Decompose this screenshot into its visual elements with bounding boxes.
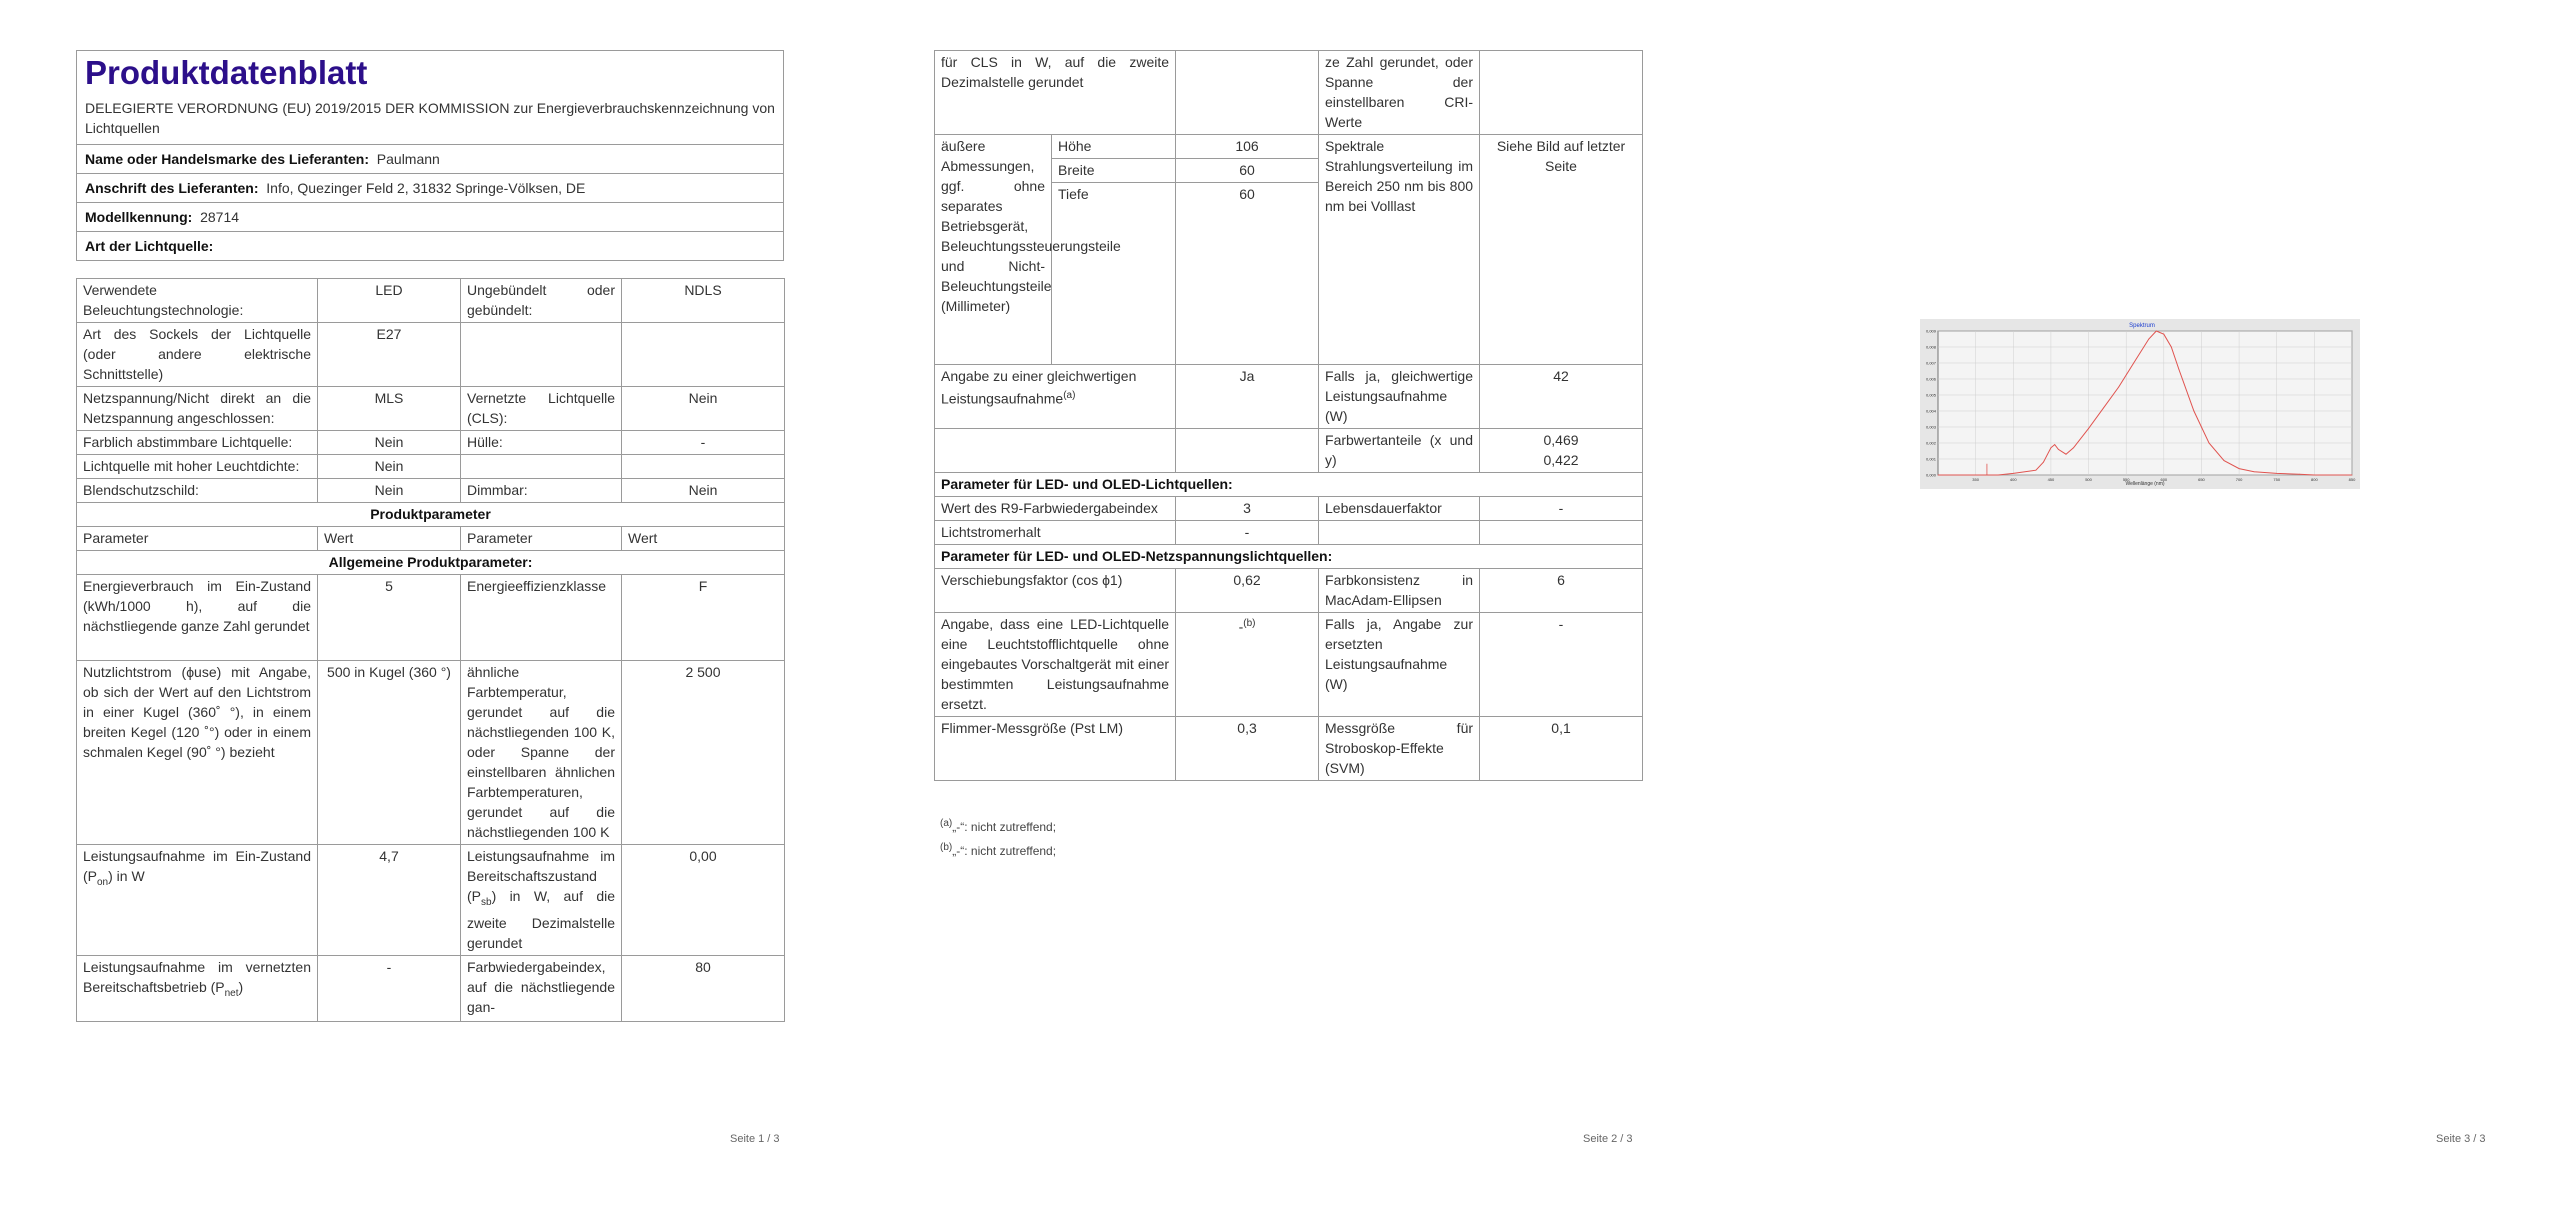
y-tick-label: 0,000: [1925, 472, 1936, 478]
data-point: [2178, 369, 2179, 370]
table-row: Tiefe 60: [935, 183, 1643, 365]
data-point: [2035, 470, 2036, 471]
data-point: [2133, 363, 2134, 364]
table-row: Leistungsaufnahme im Ein-Zustand $(P_{on})$ in W 4,7 Leistungsaufnahme im Bereitschaftszustand $(P_{sb})$ in W, auf die zweite Dezimalstelle gerundet 0,00: [77, 845, 785, 956]
section-heading: Produktparameter: [77, 503, 785, 527]
data-point: [2066, 454, 2067, 455]
table-row: Lichtquelle mit hoher Leuchtdichte: Nein: [77, 455, 785, 479]
section-heading: Allgemeine Produktparameter:: [77, 551, 785, 575]
dimensions-row: äußere Abmessungen, ggf. ohne separates Betriebsgerät, Beleuchtungssteuerungsteile und Nicht-Beleuchtungsteile (Millimeter) Höhe 106 Spektrale Strahlungsverteilung im Bereich 250 nm bis 800 nm bei Volllast Siehe Bild auf letzter Seite: [935, 135, 1643, 159]
table-row: Nutzlichtstrom (ϕuse) mit Angabe, ob sich der Wert auf den Lichtstrom in einer Kugel (360˚ °), in einem breiten Kegel (120 ˚°) oder in einem schmalen Kegel (90˚ °) bezieht 500 in Kugel (360 °) ähnliche Farbtemperatur, gerundet auf die nächstliegenden 100 K, oder Spanne der einstellbaren ähnlichen Farbtemperaturen, gerundet auf die nächstliegenden 100 K 2 500: [77, 661, 785, 845]
data-point: [2118, 387, 2119, 388]
table-row: für CLS in W, auf die zweite Dezimalstelle gerundet ze Zahl gerundet, oder Spanne der einstellbaren CRI-Werte: [935, 51, 1643, 135]
data-point: [2148, 339, 2149, 340]
data-point: [2314, 475, 2315, 476]
light-source-type-row: Art der Lichtquelle:: [85, 238, 214, 254]
data-point: [2194, 411, 2195, 412]
table-row: Wert des R9-Farbwiedergabeindex 3 Lebensdauerfaktor -: [935, 497, 1643, 521]
section-heading: Parameter für LED- und OLED-Lichtquellen:: [935, 473, 1643, 497]
data-point: [2163, 334, 2164, 335]
data-point: [2239, 468, 2240, 469]
footnote-b: $^{(b)}$„-“: nicht zutreffend;: [940, 842, 1057, 858]
x-tick-label: 700: [2235, 477, 2243, 482]
x-tick-label: 650: [2198, 477, 2205, 482]
x-tick-label: 850: [2348, 477, 2356, 482]
supplier-row: Name oder Handelsmarke des Lieferanten: Paulmann: [77, 145, 783, 174]
table-row: Netzspannung/Nicht direkt an die Netzspannung angeschlossen: MLS Vernetzte Lichtquelle (CLS): Nein: [77, 387, 785, 431]
x-tick-label: 450: [2047, 477, 2055, 482]
y-tick-label: 0,004: [1925, 408, 1936, 414]
y-tick-label: 0,001: [1925, 456, 1936, 462]
y-tick-label: 0,006: [1925, 376, 1936, 382]
data-point: [2171, 347, 2172, 348]
page-3: [1706, 0, 2559, 1207]
y-tick-label: 0,002: [1925, 440, 1936, 446]
spectrum-chart: [1920, 319, 2360, 489]
regulation-text: DELEGIERTE VERORDNUNG (EU) 2019/2015 DER KOMMISSION zur Energieverbrauchskennzeichnung von Lichtquellen: [77, 94, 783, 145]
data-point: [2058, 449, 2059, 450]
x-tick-label: 750: [2273, 477, 2281, 482]
x-tick-label: 400: [2009, 477, 2017, 482]
product-table-1: [76, 278, 785, 1022]
column-header-row: Parameter Wert Parameter Wert: [77, 527, 785, 551]
data-point: [2209, 443, 2210, 444]
data-point: [2073, 447, 2074, 448]
page-number: Seite 1 / 3: [730, 1133, 780, 1145]
data-point: [2254, 471, 2255, 472]
model-row: Modellkennung: 28714: [77, 203, 783, 232]
table-row: Verschiebungsfaktor (cos ϕ1) 0,62 Farbkonsistenz in MacAdam-Ellipsen 6: [935, 569, 1643, 613]
footnote-a: $^{(a)}$„-“: nicht zutreffend;: [940, 818, 1057, 834]
page-1: [0, 0, 853, 1207]
x-tick-label: 800: [2311, 477, 2318, 482]
data-point: [2352, 475, 2353, 476]
data-point: [1938, 475, 1939, 476]
table-row: Flimmer-Messgröße (Pst LM) 0,3 Messgröße für Stroboskop-Effekte (SVM) 0,1: [935, 717, 1643, 781]
y-tick-label: 0,003: [1925, 424, 1936, 430]
plot-area: [1938, 331, 2352, 475]
data-point: [2088, 428, 2089, 429]
y-tick-label: 0,005: [1925, 392, 1936, 398]
data-point: [1998, 475, 1999, 476]
section-heading: Parameter für LED- und OLED-Netzspannungslichtquellen:: [935, 545, 1643, 569]
data-point: [2043, 462, 2044, 463]
data-point: [2013, 473, 2014, 474]
table-row: Blendschutzschild: Nein Dimmbar: Nein: [77, 479, 785, 503]
data-point: [2054, 444, 2055, 445]
data-point: [2051, 447, 2052, 448]
y-tick-label: 0,008: [1925, 344, 1936, 350]
table-row: Leistungsaufnahme im vernetzten Bereitschaftsbetrieb $(P_{net})$ - Farbwiedergabeindex, auf die nächstliegende gan- 80: [77, 955, 785, 1021]
table-row: Verwendete Beleuchtungstechnologie: LED Ungebündelt oder gebündelt: NDLS: [77, 279, 785, 323]
header-box: [76, 50, 784, 261]
table-row: Farbwertanteile (x und y) 0,469 0,422: [935, 429, 1643, 473]
address-row: Anschrift des Lieferanten: Info, Quezinger Feld 2, 31832 Springe-Völksen, DE: [77, 174, 783, 203]
x-tick-label: 600: [2160, 477, 2168, 482]
x-tick-label: 500: [2085, 477, 2092, 482]
page-title: Produktdatenblatt: [85, 54, 368, 91]
table-row: Breite 60: [935, 159, 1643, 183]
table-row: Art des Sockels der Lichtquelle (oder andere elektrische Schnittstelle) E27: [77, 323, 785, 387]
table-row: Lichtstromerhalt -: [935, 521, 1643, 545]
data-point: [2156, 331, 2157, 332]
page-number: Seite 3 / 3: [2436, 1133, 2486, 1145]
chart-title: Spektrum: [2129, 323, 2155, 329]
y-tick-label: 0,009: [1925, 328, 1936, 334]
x-axis-label: Wellenlänge (nm): [2125, 481, 2165, 487]
table-row: Angabe, dass eine LED-Lichtquelle eine Leuchtstofflichtquelle ohne eingebautes Vorschaltgerät mit einer bestimmten Leistungsaufnahme ersetzt. -$^{(b)}$ Falls ja, Angabe zur ersetzten Leistungsaufnahme (W) -: [935, 613, 1643, 717]
table-row: Farblich abstimmbare Lichtquelle: Nein Hülle: -: [77, 431, 785, 455]
data-point: [2103, 407, 2104, 408]
data-point: [2224, 460, 2225, 461]
table-row: Energieverbrauch im Ein-Zustand (kWh/1000 h), auf die nächstliegende ganze Zahl gerundet 5 Energieeffizienzklasse F: [77, 575, 785, 661]
x-tick-label: 550: [2122, 477, 2130, 482]
y-tick-label: 0,007: [1925, 360, 1936, 366]
product-table-2: [934, 50, 1643, 781]
data-point: [2276, 473, 2277, 474]
x-tick-label: 350: [1972, 477, 1979, 482]
page-number: Seite 2 / 3: [1583, 1133, 1633, 1145]
data-point: [2299, 474, 2300, 475]
table-row: Angabe zu einer gleichwertigen Leistungsaufnahme$^{(a)}$ Ja Falls ja, gleichwertige Leistungsaufnahme (W) 42: [935, 365, 1643, 429]
